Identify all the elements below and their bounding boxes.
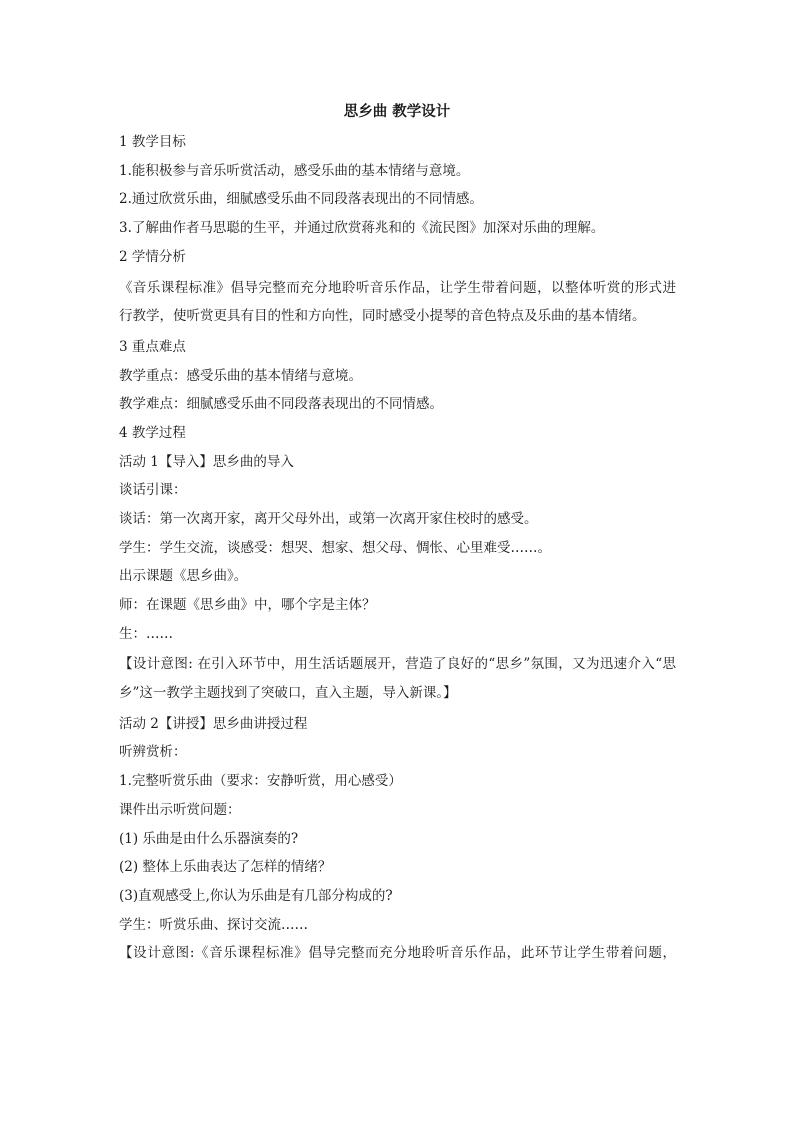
document-body — [119, 131, 676, 966]
paragraph: 谈话：第一次离开家，离开父母外出，或第一次离开家住校时的感受。 — [119, 510, 538, 527]
paragraph-line: 【设计意图: 在引入环节中，用生活话题展开，营造了良好的“思乡”氛围，又为迅速介入“思 — [119, 656, 676, 673]
paragraph: 2.通过欣赏乐曲，细腻感受乐曲不同段落表现出的不同情感。 — [119, 191, 483, 208]
section-heading: 4 教学过程 — [119, 424, 186, 441]
paragraph-line: 乡”这一教学主题找到了突破口，直入主题，导入新课。】 — [119, 685, 457, 702]
design-intent — [119, 650, 676, 707]
paragraph: 1.完整听赏乐曲（要求：安静听赏，用心感受） — [119, 773, 402, 790]
activity-heading: 活动 2【讲授】思乡曲讲授过程 — [119, 715, 308, 732]
document-title: 思乡曲 教学设计 — [343, 103, 451, 120]
paragraph: 教学重点：感受乐曲的基本情绪与意境。 — [119, 367, 362, 384]
paragraph: 出示课题《思乡曲》。 — [119, 568, 248, 585]
paragraph: 师：在课题《思乡曲》中，哪个字是主体？ — [119, 597, 376, 613]
question-item: (1) 乐曲是由什么乐器演奏的? — [119, 830, 299, 847]
paragraph: 学生：学生交流，谈感受：想哭、想家、想父母、惆怅、心里难受……。 — [119, 539, 551, 556]
paragraph: 教学难点：细腻感受乐曲不同段落表现出的不同情感。 — [119, 396, 443, 413]
question-item: (2) 整体上乐曲表达了怎样的情绪？ — [119, 859, 332, 876]
section-heading: 1 教学目标 — [119, 134, 186, 150]
design-intent: 【设计意图:《音乐课程标准》倡导完整而充分地聆听音乐作品，此环节让学生带着问题， — [119, 945, 676, 962]
question-item: (3)直观感受上,你认为乐曲是有几部分构成的? — [119, 887, 393, 904]
section-heading: 3 重点难点 — [119, 338, 186, 355]
paragraph: 谈话引课： — [119, 482, 187, 499]
paragraph: 学生：听赏乐曲、探讨交流…… — [119, 916, 308, 933]
paragraph-line: 行教学，使听赏更具有目的性和方向性，同时感受小提琴的音色特点及乐曲的基本情绪。 — [119, 308, 646, 325]
paragraph: 生：…… — [119, 625, 173, 642]
paragraph: 3.了解曲作者马思聪的生平，并通过欣赏蒋兆和的《流民图》加深对乐曲的理解。 — [119, 220, 605, 237]
paragraph: 1.能积极参与音乐听赏活动，感受乐曲的基本情绪与意境。 — [119, 162, 470, 179]
paragraph: 课件出示听赏问题： — [119, 801, 241, 818]
section-heading: 2 学情分析 — [119, 248, 186, 265]
paragraph: 听辨赏析： — [119, 744, 187, 761]
activity-heading: 活动 1【导入】思乡曲的导入 — [119, 453, 294, 470]
paragraph — [119, 274, 676, 331]
paragraph-line: 《音乐课程标准》倡导完整而充分地聆听音乐作品，让学生带着问题，以整体听赏的形式进 — [119, 279, 676, 296]
